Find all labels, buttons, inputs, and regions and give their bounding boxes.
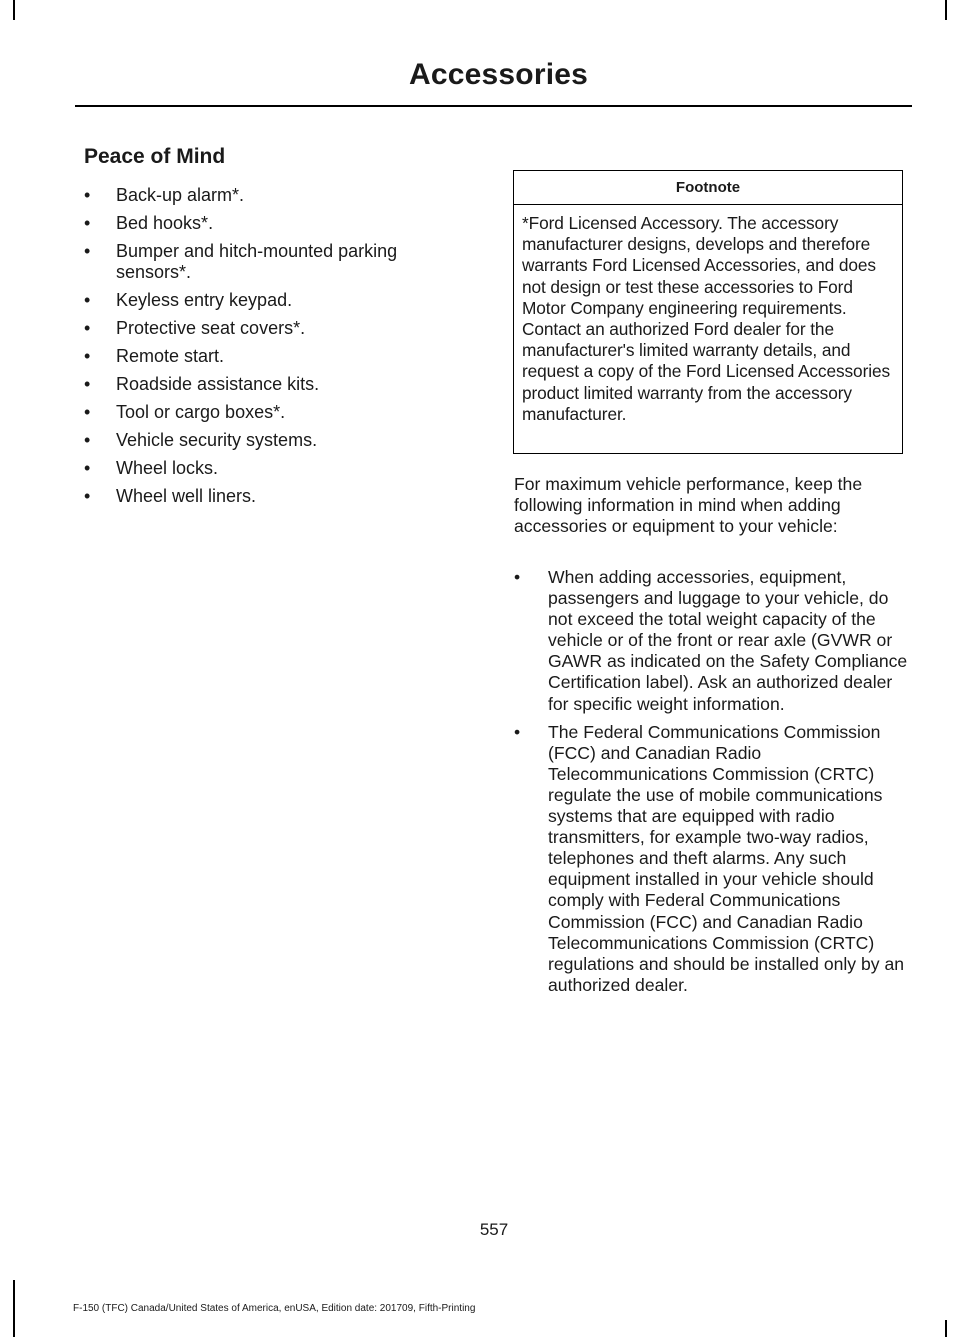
page-header-title: Accessories: [409, 58, 588, 91]
page-number: 557: [479, 1220, 509, 1239]
bullet-icon: •: [84, 185, 91, 205]
list-item: [84, 318, 464, 339]
edition-footer: F-150 (TFC) Canada/United States of America, enUSA, Edition date: 201709, Fifth-Printing: [73, 1303, 476, 1314]
bullet-icon: •: [84, 213, 91, 233]
bullet-icon: •: [84, 318, 91, 338]
bullet-icon: •: [84, 458, 91, 478]
list-item-text: Roadside assistance kits.: [116, 374, 320, 394]
bullet-icon: •: [84, 241, 91, 261]
crop-mark: [13, 0, 15, 20]
list-item-text: Vehicle security systems.: [116, 430, 318, 450]
list-item: [84, 458, 464, 479]
list-item: [84, 290, 464, 311]
list-item-text: Bumper and hitch-mounted parking sensors*.: [116, 241, 398, 282]
list-item-text: Keyless entry keypad.: [116, 290, 293, 310]
bullet-icon: •: [84, 374, 91, 394]
list-item-text: Protective seat covers*.: [116, 318, 306, 338]
crop-mark: [945, 1320, 947, 1337]
footnote-header: Footnote: [514, 171, 902, 205]
list-item-text: The Federal Communications Commission (FCC) and Canadian Radio Telecommunications Commission (CRTC) regulate the use of mobile communications systems that are equipped with radio transmitters, for example two-way radios, telephones and theft alarms. Any such equipment installed in your vehicle should comply with Federal Communications Commission (FCC) and Canadian Radio Telecommunications Commission (CRTC) regulations and should be installed only by an authorized dealer.: [548, 721, 905, 995]
bullet-icon: •: [84, 402, 91, 422]
bullet-icon: •: [514, 567, 521, 587]
bullet-icon: •: [84, 290, 91, 310]
list-item: [84, 213, 464, 234]
crop-mark: [945, 0, 947, 20]
list-item: [84, 402, 464, 423]
performance-intro: For maximum vehicle performance, keep the following information in mind when adding accessories or equipment to your vehicle:: [514, 474, 863, 537]
list-item: [84, 430, 464, 451]
list-item-text: Back-up alarm*.: [116, 185, 245, 205]
peace-of-mind-list: [84, 185, 464, 514]
list-item-text: Remote start.: [116, 346, 225, 366]
list-item-text: Tool or cargo boxes*.: [116, 402, 286, 422]
list-item: [84, 374, 464, 395]
list-item: [84, 346, 464, 367]
bullet-icon: •: [84, 430, 91, 450]
list-item: [84, 486, 464, 507]
list-item: [84, 185, 464, 206]
list-item-text: When adding accessories, equipment, passengers and luggage to your vehicle, do not exceed the total weight capacity of the vehicle or of the front or rear axle (GVWR or GAWR as indicated on the Safety Compliance Certification label). Ask an authorized dealer for specific weight information.: [548, 567, 908, 714]
section-heading: Peace of Mind: [84, 145, 226, 168]
bullet-icon: •: [84, 486, 91, 506]
list-item: [84, 241, 464, 283]
footnote-text: *Ford Licensed Accessory. The accessory manufacturer designs, develops and therefore warrants Ford Licensed Accessories, and does not design or test these accessories to Ford Motor Company engineering requirements. Contact an authorized Ford dealer for the manufacturer's limited warranty details, and request a copy of the Ford Licensed Accessories product limited warranty from the accessory manufacturer.: [522, 213, 891, 424]
list-item: [514, 722, 910, 996]
performance-list: [514, 567, 910, 1003]
list-item-text: Wheel locks.: [116, 458, 219, 478]
footnote-table: [513, 170, 903, 454]
header-divider: [75, 105, 912, 107]
bullet-icon: •: [84, 346, 91, 366]
bullet-icon: •: [514, 721, 521, 742]
list-item-text: Wheel well liners.: [116, 486, 257, 506]
list-item: [514, 567, 910, 715]
crop-mark: [13, 1280, 15, 1337]
list-item-text: Bed hooks*.: [116, 213, 214, 233]
